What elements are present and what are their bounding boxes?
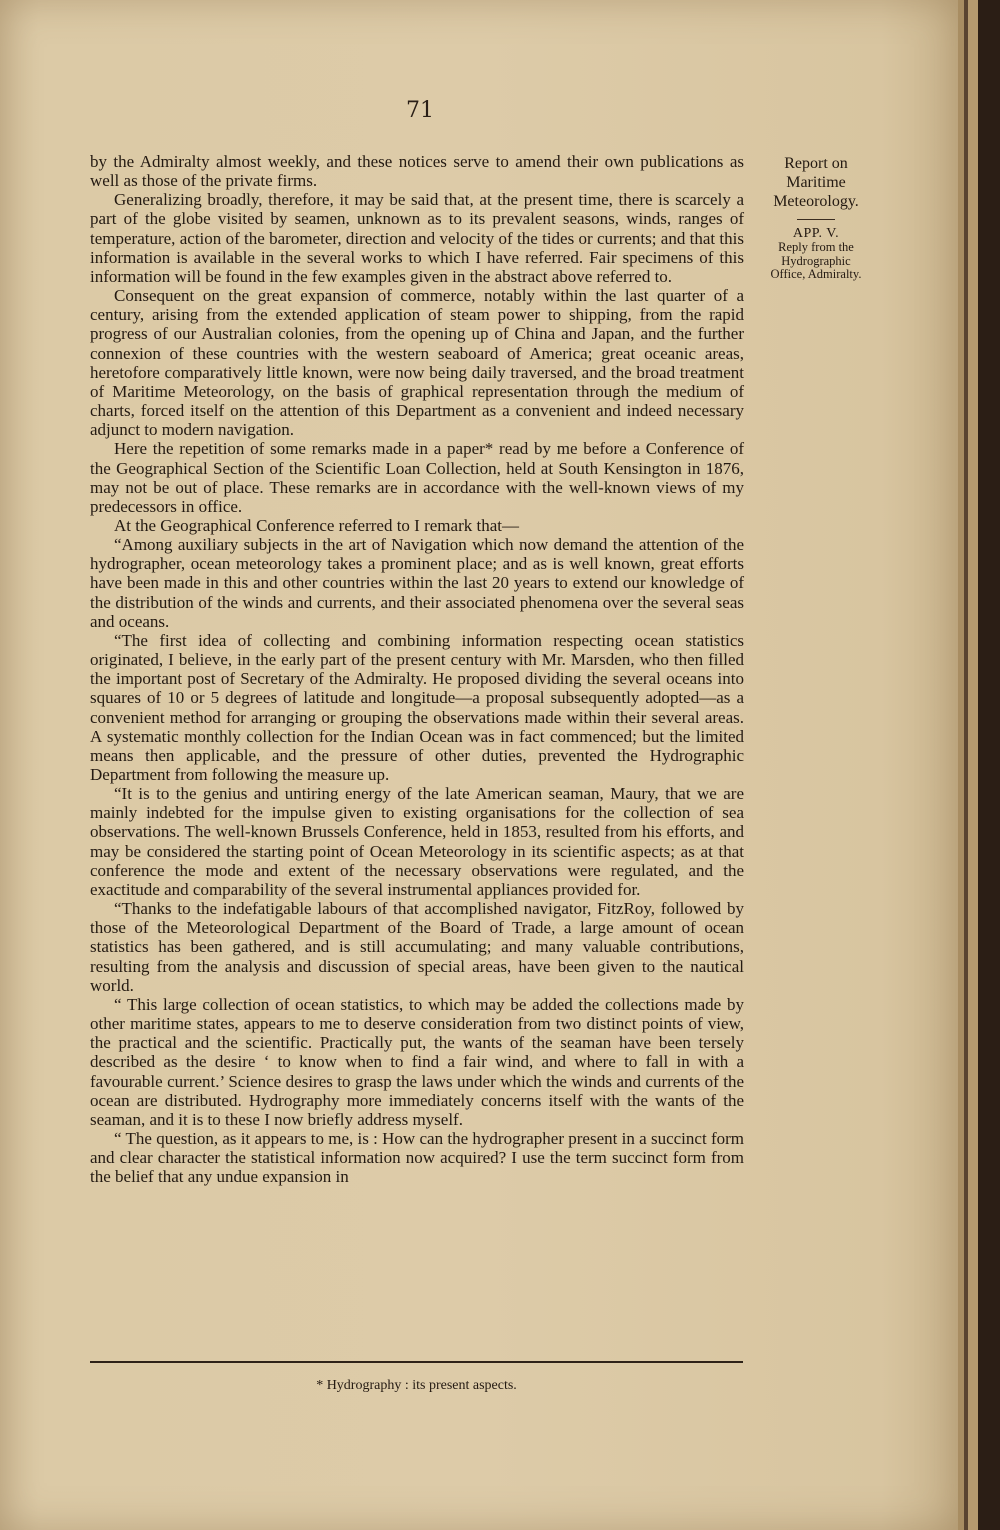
margin-note-title-line: Maritime bbox=[786, 174, 846, 191]
paragraph-maury: “It is to the genius and untiring energy of the late American seaman, Maury, that we are mainly indebted for the impulse given to existing organisations for the collection of sea observations. The well-known Brussels Conference, held in 1853, resulted from his efforts, and may be considered the starting point of Ocean Meteorology in its scientific aspects; as at that conference the mode and extent of the necessary observations were regulated, and the exactitude and comparability of the several instrumental appliances provided for. bbox=[90, 784, 744, 899]
paragraph-large-collection: “ This large collection of ocean statistics, to which may be added the collections made by other maritime states, appears to me to deserve consideration from two distinct points of view, the practical and the scientific. Practically put, the wants of the seaman have been tersely described as the desire ‘ to know when to find a fair wind, and where to fall in with a favourable current.’ Science desires to grasp the laws under which the winds and currents of the ocean are distributed. Hydrography more immediately concerns itself with the wants of the seaman, and it is to these I now briefly address myself. bbox=[90, 994, 744, 1129]
body-text bbox=[90, 152, 744, 1186]
paragraph-auxiliary: “Among auxiliary subjects in the art of Navigation which now demand the attention of the hydrographer, ocean meteorology takes a prominent place; and as is well known, great efforts have been made in this and other countries within the last 20 years to extend our knowledge of the distribution of the winds and currents, and their associated phenomena over the several seas and oceans. bbox=[90, 535, 744, 631]
paragraph-generalizing: Generalizing broadly, therefore, it may be said that, at the present time, there is scarcely a part of the globe visited by seamen, unknown as to its prevalent seasons, winds, ranges of temperature, action of the barometer, direction and velocity of the tides or currents; and that this information is available in the several works to which I have referred. Fair specimens of this information will be found in the few examples given in the abstract above referred to. bbox=[90, 190, 744, 286]
margin-note-title-line: Report on bbox=[784, 155, 848, 172]
margin-note-sub-line: Reply from the bbox=[778, 240, 854, 254]
margin-note-sub-line: Hydrographic bbox=[781, 253, 851, 268]
binding-shadow bbox=[978, 0, 1000, 1530]
paragraph-first-idea: “The first idea of collecting and combining information respecting ocean statistics originated, I believe, in the early part of the present century with Mr. Marsden, who then filled the important post of Secretary of the Admiralty. He proposed dividing the several oceans into squares of 10 or 5 degrees of latitude and longitude—a proposal subsequently adopted—as a convenient method for arranging or grouping the observations made within their several areas. A systematic monthly collection for the Indian Ocean was in fact commenced; but the limited means then applicable, and the pressure of other duties, prevented the Hydrographic Department from following the measure up. bbox=[90, 630, 744, 784]
margin-note-sub-line: Office, Admiralty. bbox=[770, 267, 862, 281]
page-edge bbox=[968, 0, 978, 1530]
paragraph-commerce: Consequent on the great expansion of commerce, notably within the last quarter of a century, arising from the extended application of steam power to shipping, from the rapid progress of our Australian colonies, from the opening up of China and Japan, and the further connexion of these countries with the western seaboard of America; great oceanic areas, heretofore comparatively little known, were now being daily traversed, and the broad treatment of Maritime Meteorology, on the basis of graphical representation through the medium of charts, forced itself on the attention of this Department as a convenient and indeed necessary adjunct to modern navigation. bbox=[90, 286, 744, 440]
footnote-rule bbox=[90, 1361, 743, 1363]
margin-note-divider bbox=[797, 219, 835, 220]
margin-note-appendix: APP. V. bbox=[792, 226, 840, 241]
paragraph-fitzroy: “Thanks to the indefatigable labours of that accomplished navigator, FitzRoy, followed by those of the Meteorological Department of the Board of Trade, a large amount of ocean statistics has been gathered, and is still accumulating; and many valuable contributions, resulting from the analysis and discussion of special areas, have been given to the nautical world. bbox=[90, 899, 744, 995]
margin-note-title-line: Meteorology. bbox=[773, 193, 859, 210]
page-number: 71 bbox=[406, 98, 434, 123]
margin-note bbox=[752, 154, 880, 282]
paragraph-conference: At the Geographical Conference referred to I remark that— bbox=[114, 515, 519, 535]
footnote: * Hydrography : its present aspects. bbox=[316, 1378, 517, 1393]
paragraph-repetition: Here the repetition of some remarks made in a paper* read by me before a Conference of the Geographical Section of the Scientific Loan Collection, held at South Kensington in 1876, may not be out of place. These remarks are in accordance with the well-known views of my predecessors in office. bbox=[90, 439, 744, 516]
paragraph-question: “ The question, as it appears to me, is : How can the hydrographer present in a succinct form and clear character the statistical information now acquired? I use the term succinct form from the belief that any undue expansion in bbox=[90, 1128, 744, 1187]
paragraph-continuation: by the Admiralty almost weekly, and these notices serve to amend their own publications as well as those of the private firms. bbox=[90, 152, 744, 191]
